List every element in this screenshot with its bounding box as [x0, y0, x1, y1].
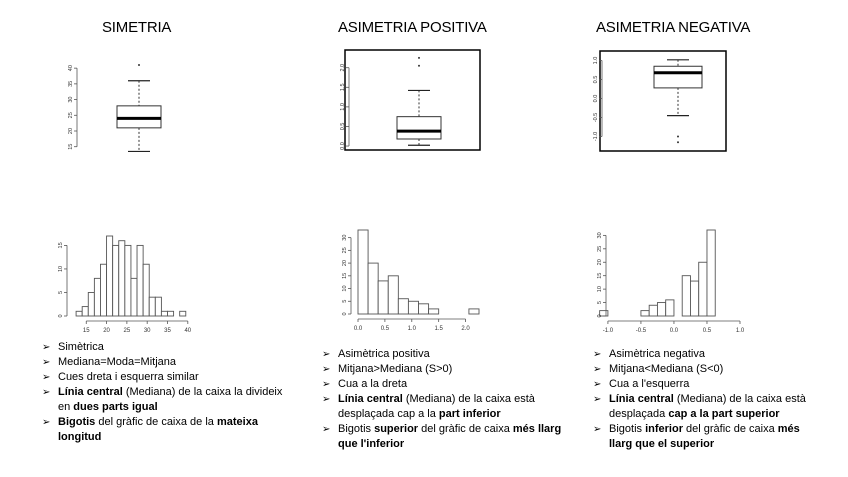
histogram-bar [666, 300, 674, 316]
arrow-bullet-icon: ➢ [593, 379, 602, 390]
bullet-text: Bigotis [338, 423, 375, 435]
histogram-bar [707, 230, 715, 316]
title-simetria: SIMETRIA [102, 19, 172, 36]
y-tick-label: 2.0 [340, 63, 346, 72]
bullet-text-bold: Línia central [609, 393, 674, 405]
histogram-bar [469, 309, 479, 314]
bullet-text: Simètrica [58, 341, 104, 353]
bullet-text-bold: dues parts igual [73, 401, 158, 413]
y-tick-label: 0 [58, 314, 64, 318]
bullet-text: Mediana=Moda=Mitjana [58, 356, 177, 368]
histogram-bar [180, 311, 186, 316]
histogram-asimetria-negativa [590, 222, 745, 340]
x-tick-label: -1.0 [602, 328, 614, 334]
bullet-item [593, 362, 811, 377]
x-tick-label: 0.5 [380, 326, 390, 332]
histogram-bar [100, 264, 106, 316]
histogram-bar [161, 311, 167, 316]
boxplot-asimetria-positiva [335, 46, 485, 156]
bullet-text: Asimètrica positiva [338, 348, 430, 360]
y-tick-label: 15 [342, 272, 348, 279]
bullets-simetria [42, 340, 297, 445]
outlier-point [418, 57, 420, 59]
y-tick-label: 30 [68, 96, 74, 103]
arrow-bullet-icon: ➢ [42, 387, 51, 398]
histogram-bar [131, 278, 137, 316]
bullet-text: (Mediana) de la caixa la divideix en [58, 386, 283, 413]
histogram-bar [649, 305, 657, 316]
y-tick-label: 0.0 [593, 94, 599, 103]
y-tick-label: -0.5 [593, 112, 599, 123]
bullet-item [42, 355, 297, 370]
histogram-bar [690, 281, 698, 316]
bullet-text-bold: més llarg que l'inferior [338, 423, 562, 450]
y-tick-label: 1.0 [340, 103, 346, 111]
bullet-item [593, 377, 811, 392]
x-tick-label: 0.5 [702, 328, 712, 334]
y-tick-label: 10 [342, 285, 348, 292]
y-tick-label: 30 [597, 232, 603, 239]
bullet-item [322, 347, 570, 362]
y-tick-label: 0.0 [340, 142, 346, 150]
histogram-asimetria-positiva [333, 222, 483, 337]
histogram-simetria [55, 228, 205, 340]
bullet-text: Cua a l'esquerra [609, 378, 690, 390]
histogram-bar [125, 245, 131, 316]
bullet-item [593, 347, 811, 362]
histogram-bar [657, 303, 665, 316]
bullet-item [322, 392, 570, 422]
boxplot-asimetria-negativa [590, 48, 730, 153]
y-tick-label: 35 [68, 80, 74, 87]
box-iqr [654, 66, 702, 88]
x-tick-label: 1.0 [735, 328, 745, 334]
x-tick-label: -0.5 [635, 328, 647, 334]
histogram-bar [76, 311, 82, 316]
bullet-item [42, 415, 297, 445]
arrow-bullet-icon: ➢ [322, 394, 331, 405]
arrow-bullet-icon: ➢ [593, 394, 602, 405]
histogram-bar [168, 311, 174, 316]
x-tick-label: 0.0 [669, 328, 679, 334]
arrow-bullet-icon: ➢ [42, 372, 51, 383]
bullet-text-bold: més llarg que el superior [609, 423, 800, 450]
y-tick-label: 1.0 [593, 56, 599, 65]
histogram-bar [378, 281, 388, 314]
histogram-bar [429, 309, 439, 314]
bullet-text: Cues dreta i esquerra similar [58, 371, 199, 383]
box-iqr [117, 106, 161, 128]
histogram-bar [398, 299, 408, 314]
bullets-asimetria-negativa [593, 347, 811, 452]
histogram-bar [641, 311, 649, 316]
bullet-text: (Mediana) de la caixa està desplaçada [609, 393, 806, 420]
y-tick-label: 5 [342, 299, 348, 303]
outlier-point [677, 141, 679, 143]
bullet-item [42, 370, 297, 385]
arrow-bullet-icon: ➢ [322, 379, 331, 390]
bullet-item [593, 392, 811, 422]
histogram-bar [155, 297, 161, 316]
arrow-bullet-icon: ➢ [322, 424, 331, 435]
arrow-bullet-icon: ➢ [593, 424, 602, 435]
y-tick-label: 15 [58, 242, 64, 249]
histogram-bar [119, 241, 125, 316]
y-tick-label: 1.5 [340, 83, 346, 92]
y-tick-label: 0.5 [593, 75, 599, 84]
y-tick-label: 40 [68, 65, 74, 72]
bullet-text: (Mediana) de la caixa està desplaçada cap a la [338, 393, 535, 420]
bullet-text: del gràfic de caixa [418, 423, 513, 435]
histogram-bar [94, 278, 100, 316]
arrow-bullet-icon: ➢ [322, 364, 331, 375]
x-tick-label: 0.0 [353, 326, 363, 332]
histogram-bar [368, 263, 378, 314]
bullet-text: Mitjana>Mediana (S>0) [338, 363, 453, 375]
title-asimetria-positiva: ASIMETRIA POSITIVA [338, 19, 487, 36]
histogram-bar [88, 292, 94, 316]
bullet-text-bold: part inferior [438, 408, 501, 420]
y-tick-label: 20 [597, 259, 603, 266]
bullet-item [322, 362, 570, 377]
bullet-item [322, 422, 570, 452]
arrow-bullet-icon: ➢ [42, 417, 51, 428]
arrow-bullet-icon: ➢ [322, 349, 331, 360]
bullet-text: del gràfic de caixa [682, 423, 778, 435]
histogram-bar [358, 230, 368, 314]
y-tick-label: 5 [597, 301, 603, 305]
title-asimetria-negativa: ASIMETRIA NEGATIVA [596, 19, 751, 36]
bullet-text: Bigotis [609, 423, 646, 435]
y-tick-label: 0 [597, 314, 603, 318]
histogram-bar [149, 297, 155, 316]
boxplot-simetria [55, 55, 195, 160]
x-tick-label: 40 [184, 328, 192, 334]
outlier-point [418, 65, 420, 67]
bullets-asimetria-positiva [322, 347, 570, 452]
histogram-bar [408, 301, 418, 314]
y-tick-label: 10 [58, 265, 64, 273]
bullet-text-bold: inferior [645, 423, 683, 435]
y-tick-label: 5 [58, 290, 64, 295]
box-iqr [397, 117, 441, 139]
arrow-bullet-icon: ➢ [593, 364, 602, 375]
bullet-text-bold: Línia central [58, 386, 123, 398]
x-tick-label: 35 [164, 328, 171, 334]
x-tick-label: 25 [123, 328, 131, 334]
bullet-item [42, 340, 297, 355]
arrow-bullet-icon: ➢ [42, 357, 51, 368]
bullet-text: Mitjana<Mediana (S<0) [609, 363, 724, 375]
y-tick-label: -1.0 [593, 131, 599, 142]
histogram-bar [113, 245, 119, 316]
y-tick-label: 0 [342, 312, 348, 316]
bullet-item [322, 377, 570, 392]
outlier-point [138, 64, 140, 66]
y-tick-label: 30 [342, 234, 348, 241]
y-tick-label: 15 [597, 272, 603, 279]
histogram-bar [699, 262, 707, 316]
bullet-text-bold: mateixa longitud [58, 416, 258, 443]
y-tick-label: 20 [342, 260, 348, 267]
y-tick-label: 25 [68, 112, 74, 119]
x-tick-label: 30 [143, 328, 151, 334]
arrow-bullet-icon: ➢ [593, 349, 602, 360]
histogram-bar [388, 276, 398, 314]
bullet-text-bold: Línia central [338, 393, 403, 405]
outlier-point [677, 136, 679, 138]
histogram-bar [137, 245, 143, 316]
y-tick-label: 25 [597, 245, 603, 252]
bullet-text-bold: Bigotis [58, 416, 96, 428]
histogram-bar [143, 264, 149, 316]
bullet-item [42, 385, 297, 415]
bullet-text-bold: cap a la part superior [668, 408, 780, 420]
bullet-text: Asimètrica negativa [609, 348, 705, 360]
y-tick-label: 25 [342, 247, 348, 254]
histogram-bar [82, 307, 88, 316]
y-tick-label: 15 [68, 143, 74, 150]
y-tick-label: 20 [68, 127, 74, 135]
bullet-text-bold: superior [374, 423, 419, 435]
histogram-bar [682, 276, 690, 316]
bullet-item [593, 422, 811, 452]
bullet-text: Cua a la dreta [338, 378, 408, 390]
arrow-bullet-icon: ➢ [42, 342, 51, 353]
bullet-text: del gràfic de caixa de la [95, 416, 217, 428]
x-tick-label: 15 [82, 328, 90, 334]
x-tick-label: 1.5 [434, 326, 443, 332]
histogram-bar [107, 236, 113, 316]
x-tick-label: 2.0 [461, 326, 470, 332]
y-tick-label: 0.5 [340, 122, 346, 131]
x-tick-label: 20 [103, 328, 110, 334]
x-tick-label: 1.0 [407, 326, 416, 332]
y-tick-label: 10 [597, 286, 603, 293]
histogram-bar [419, 304, 429, 314]
